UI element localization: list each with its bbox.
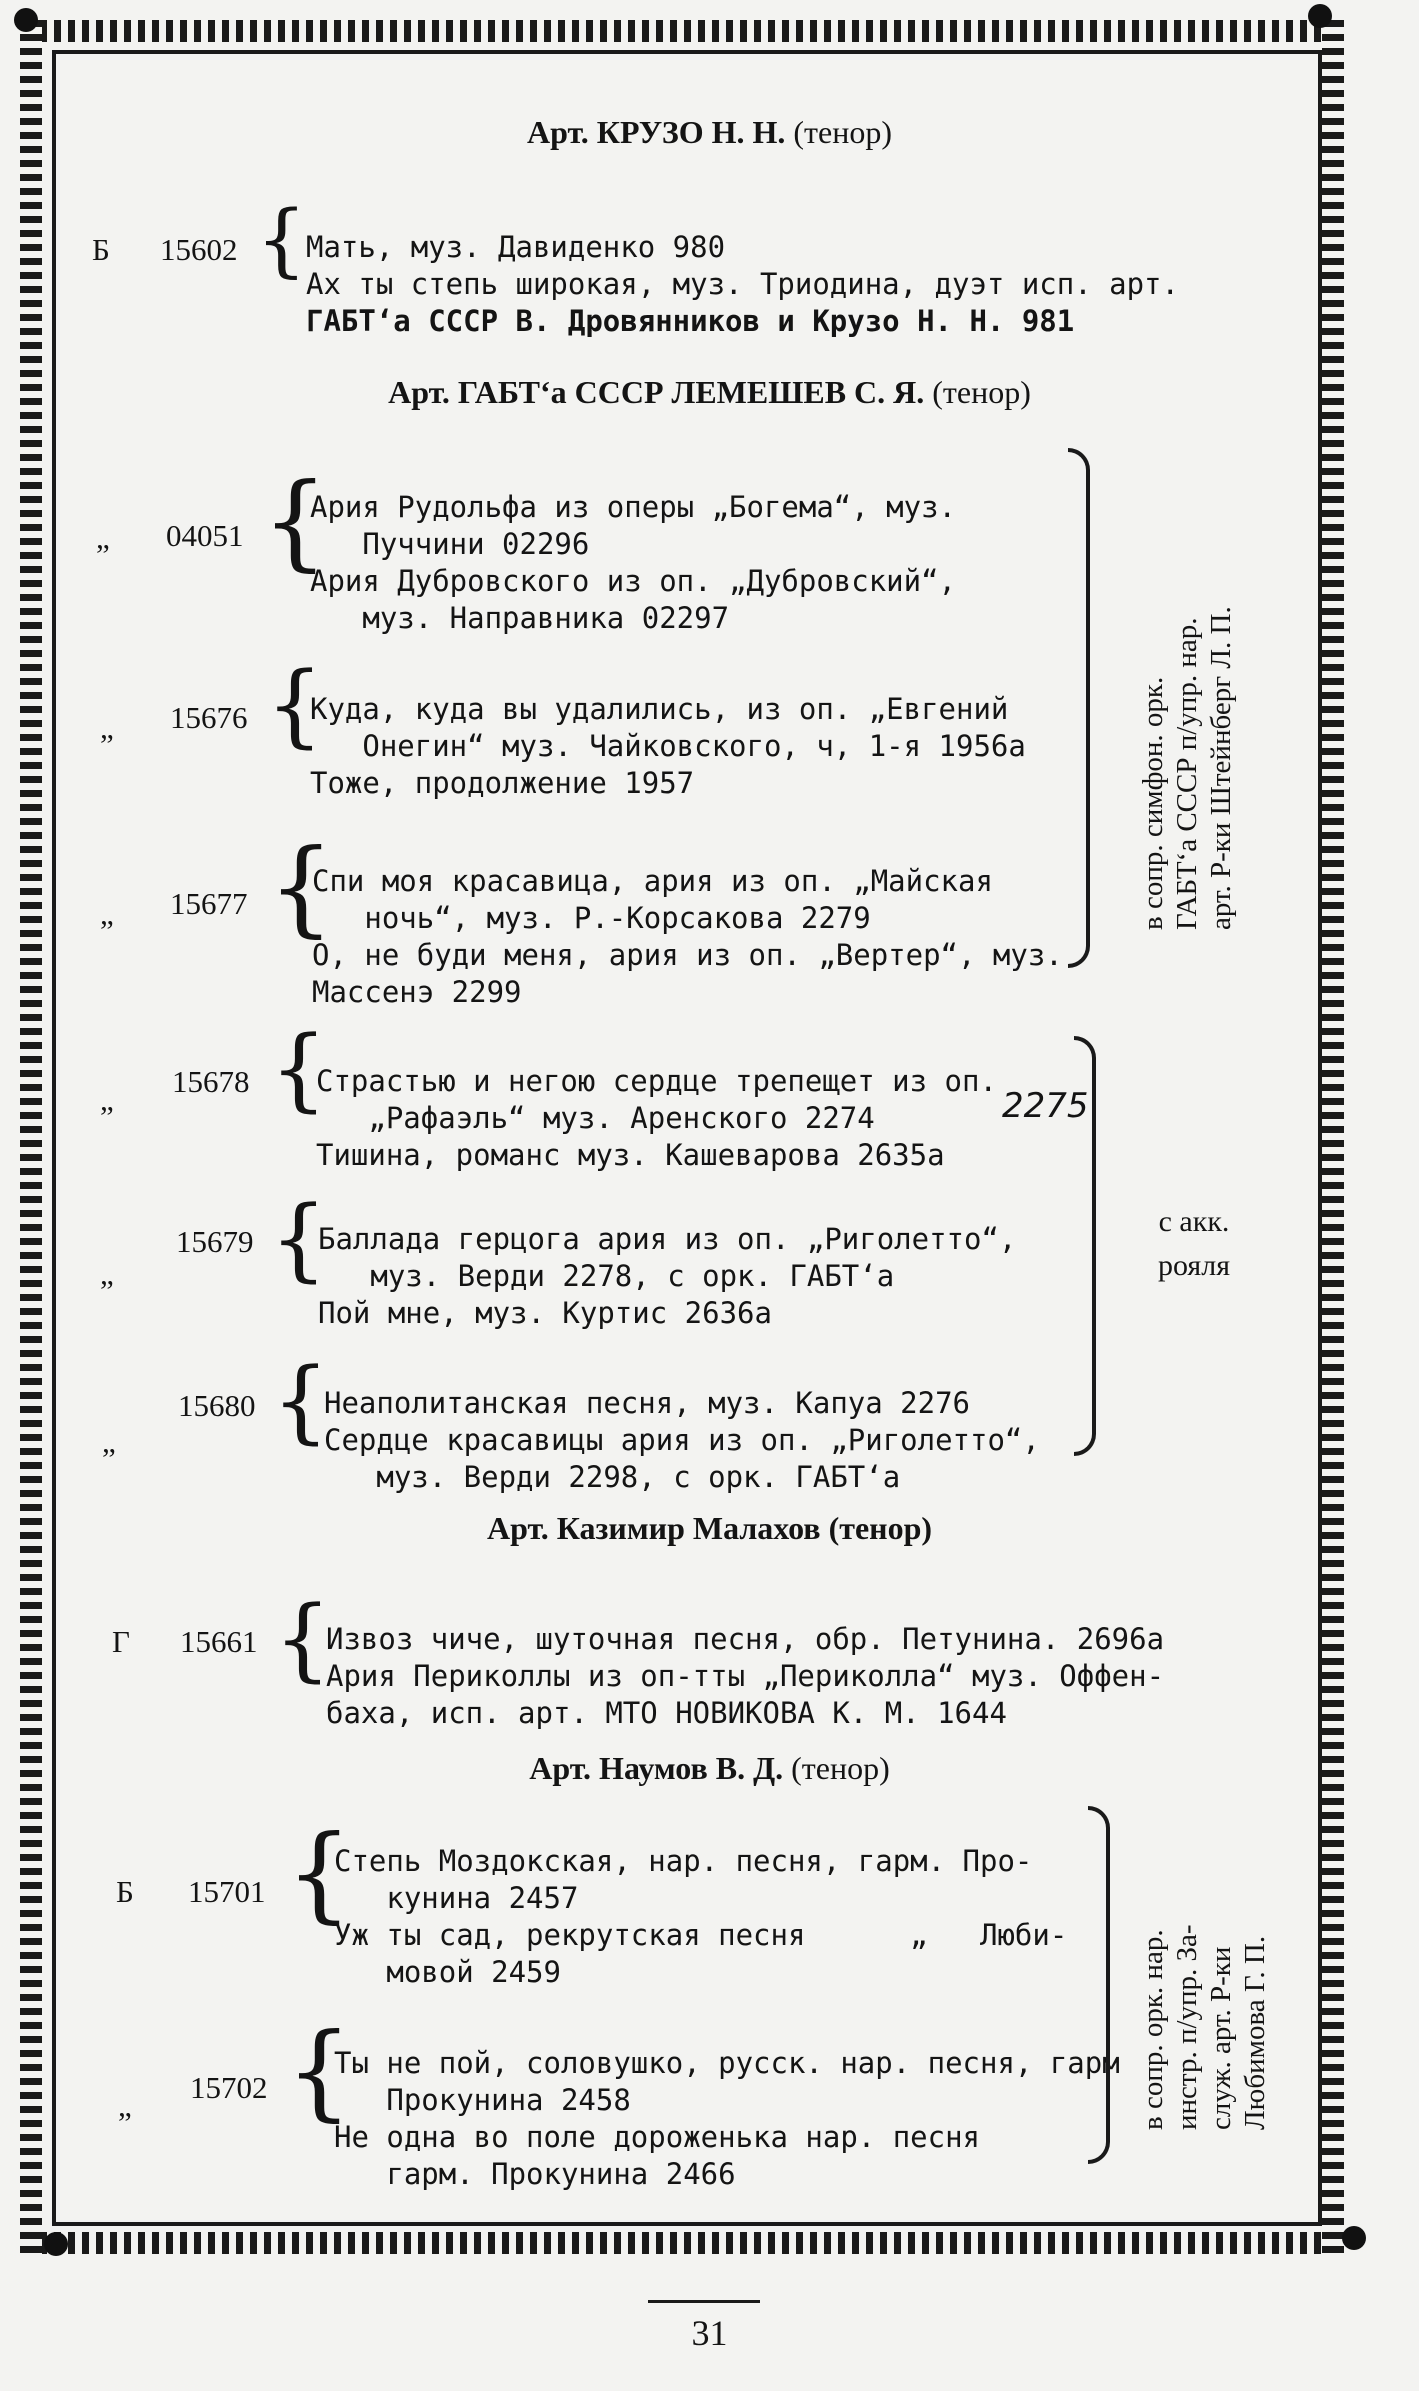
page-number: 31 [691,2313,728,2353]
entry-line: „Рафаэль“ муз. Аренского 2274 [316,1101,875,1135]
brace-icon: { [256,193,307,286]
page-number-rule [648,2300,760,2303]
record-catalog-number: 04051 [166,518,244,553]
record-catalog-number: 15677 [170,886,248,921]
section-heading-kruzo: Арт. КРУЗО Н. Н. (тенор) [527,114,892,150]
border-bottom [26,2232,1340,2254]
record-catalog-number: 15702 [190,2070,268,2105]
entry-line: Мать, муз. Давиденко 980 [306,230,726,264]
entry-line: Ария Рудольфа из оперы „Богема“, муз. [310,490,957,524]
corner-dot-tl [14,8,38,32]
handwritten-correction: 2275 [1002,1086,1089,1126]
record-entries [334,1806,1067,1991]
brace-icon: { [262,460,329,582]
record-entries [312,826,1063,1011]
record-series: Г [112,1624,130,1659]
record-catalog-number: 15678 [172,1064,250,1099]
record-entries [310,654,1026,802]
record-catalog-number: 15680 [178,1388,256,1423]
entry-line: Уж ты сад, рекрутская песня „ Люби- [334,1918,1068,1952]
brace-icon: { [268,826,335,948]
entry-line: Неаполитанская песня, муз. Капуа 2276 [324,1386,971,1420]
entry-line: Не одна во поле дороженька нар. песня [334,2120,981,2154]
brace-icon: { [272,1349,330,1454]
entry-line: Страстью и негою сердце трепещет из оп. [316,1064,997,1098]
border-right [1322,20,1344,2254]
record-series: „ [96,520,110,555]
record-catalog-number: 15676 [170,700,248,735]
entry-line: Степь Моздокская, нар. песня, гарм. Про- [334,1844,1033,1878]
corner-dot-br [1342,2226,1366,2250]
entry-line: Ты не пой, соловушко, русск. нар. песня, гарм [334,2046,1120,2080]
entry-line: Куда, куда вы удалились, из оп. „Евгений [310,692,1009,726]
record-series: Б [92,232,110,267]
entry-line: Пой мне, муз. Куртис 2636а [318,1296,772,1330]
brace-icon: { [274,1587,332,1692]
group-bracket [1074,1036,1096,1456]
record-series: „ [100,1082,114,1117]
orchestra-note: в сопр. симфон. орк. ГАБТ‘а СССР п/упр. нар. арт. Р-ки Штейнберг Л. П. [1137,606,1237,930]
corner-dot-tr [1308,4,1332,28]
record-series: „ [118,2088,132,2123]
entry-line: мовой 2459 [334,1955,561,1989]
record-entries [310,452,956,637]
group-bracket [1088,1806,1110,2164]
record-entries [318,1184,1016,1332]
section-heading-lemeshev: Арт. ГАБТ‘а СССР ЛЕМЕШЕВ С. Я. (тенор) [388,374,1031,410]
entry-line: Массенэ 2299 [312,975,522,1009]
entry-line: гарм. Прокунина 2466 [334,2157,736,2191]
orchestra-note: в сопр. орк. нар. инстр. п/упр. За- служ. арт. Р-ки Любимова Г. П. [1137,1924,1271,2130]
corner-dot-bl [44,2232,68,2256]
entry-line: баха, исп. арт. МТО НОВИКОВА К. М. 1644 [326,1696,1007,1730]
entry-line: Сердце красавицы ария из оп. „Риголетто“, [324,1423,1040,1457]
brace-icon: { [266,653,324,758]
entry-line: муз. Направника 02297 [310,601,730,635]
record-entries [316,1026,997,1174]
record-catalog-number: 15602 [160,232,238,267]
record-series: „ [100,896,114,931]
entry-line: Ария Дубровского из оп. „Дубровский“, [310,564,957,598]
entry-line: Онегин“ муз. Чайковского, ч, 1-я 1956а [310,729,1026,763]
brace-icon: { [270,1017,328,1122]
record-entries [306,192,1179,340]
section-heading-naumov: Арт. Наумов В. Д. (тенор) [529,1750,890,1786]
section-heading-malakhov: Арт. Казимир Малахов (тенор) [486,1510,933,1546]
record-catalog-number: 15661 [180,1624,258,1659]
record-entries [324,1348,1040,1496]
entry-line: Извоз чиче, шуточная песня, обр. Петунина. 2696а [326,1622,1165,1656]
border-top [26,20,1340,42]
entry-line: Ария Периколлы из оп-тты „Периколла“ муз. Оффен- [326,1659,1165,1693]
record-entries [334,2008,1120,2193]
brace-icon: { [286,2010,353,2132]
entry-line: муз. Верди 2298, с орк. ГАБТ‘а [324,1460,901,1494]
record-series: „ [102,1424,116,1459]
entry-line: Баллада герцога ария из оп. „Риголетто“, [318,1222,1017,1256]
entry-line: О, не буди меня, ария из оп. „Вертер“, муз. [312,938,1063,972]
entry-line: ночь“, муз. Р.-Корсакова 2279 [312,901,871,935]
entry-line: Тоже, продолжение 1957 [310,766,695,800]
brace-icon: { [270,1187,328,1292]
record-catalog-number: 15701 [188,1874,266,1909]
record-series: Б [116,1874,134,1909]
entry-line: Ах ты степь широкая, муз. Триодина, дуэт исп. арт. [306,267,1179,301]
record-catalog-number: 15679 [176,1224,254,1259]
entry-line: Тишина, романс муз. Кашеварова 2635а [316,1138,945,1172]
entry-line: Прокунина 2458 [334,2083,631,2117]
entry-line: муз. Верди 2278, с орк. ГАБТ‘а [318,1259,895,1293]
piano-note: с акк. рояля [1158,1205,1230,1282]
entry-line: Спи моя красавица, ария из оп. „Майская [312,864,993,898]
entry-line: кунина 2457 [334,1881,579,1915]
entry-line: ГАБТ‘а СССР В. Дровянников и Крузо Н. Н. 981 [306,304,1075,338]
entry-line: Пуччини 02296 [310,527,590,561]
brace-icon: { [286,1812,353,1934]
record-entries [326,1584,1164,1732]
border-left [20,20,42,2254]
record-series: „ [100,710,114,745]
group-bracket [1068,448,1090,968]
record-series: „ [100,1256,114,1291]
